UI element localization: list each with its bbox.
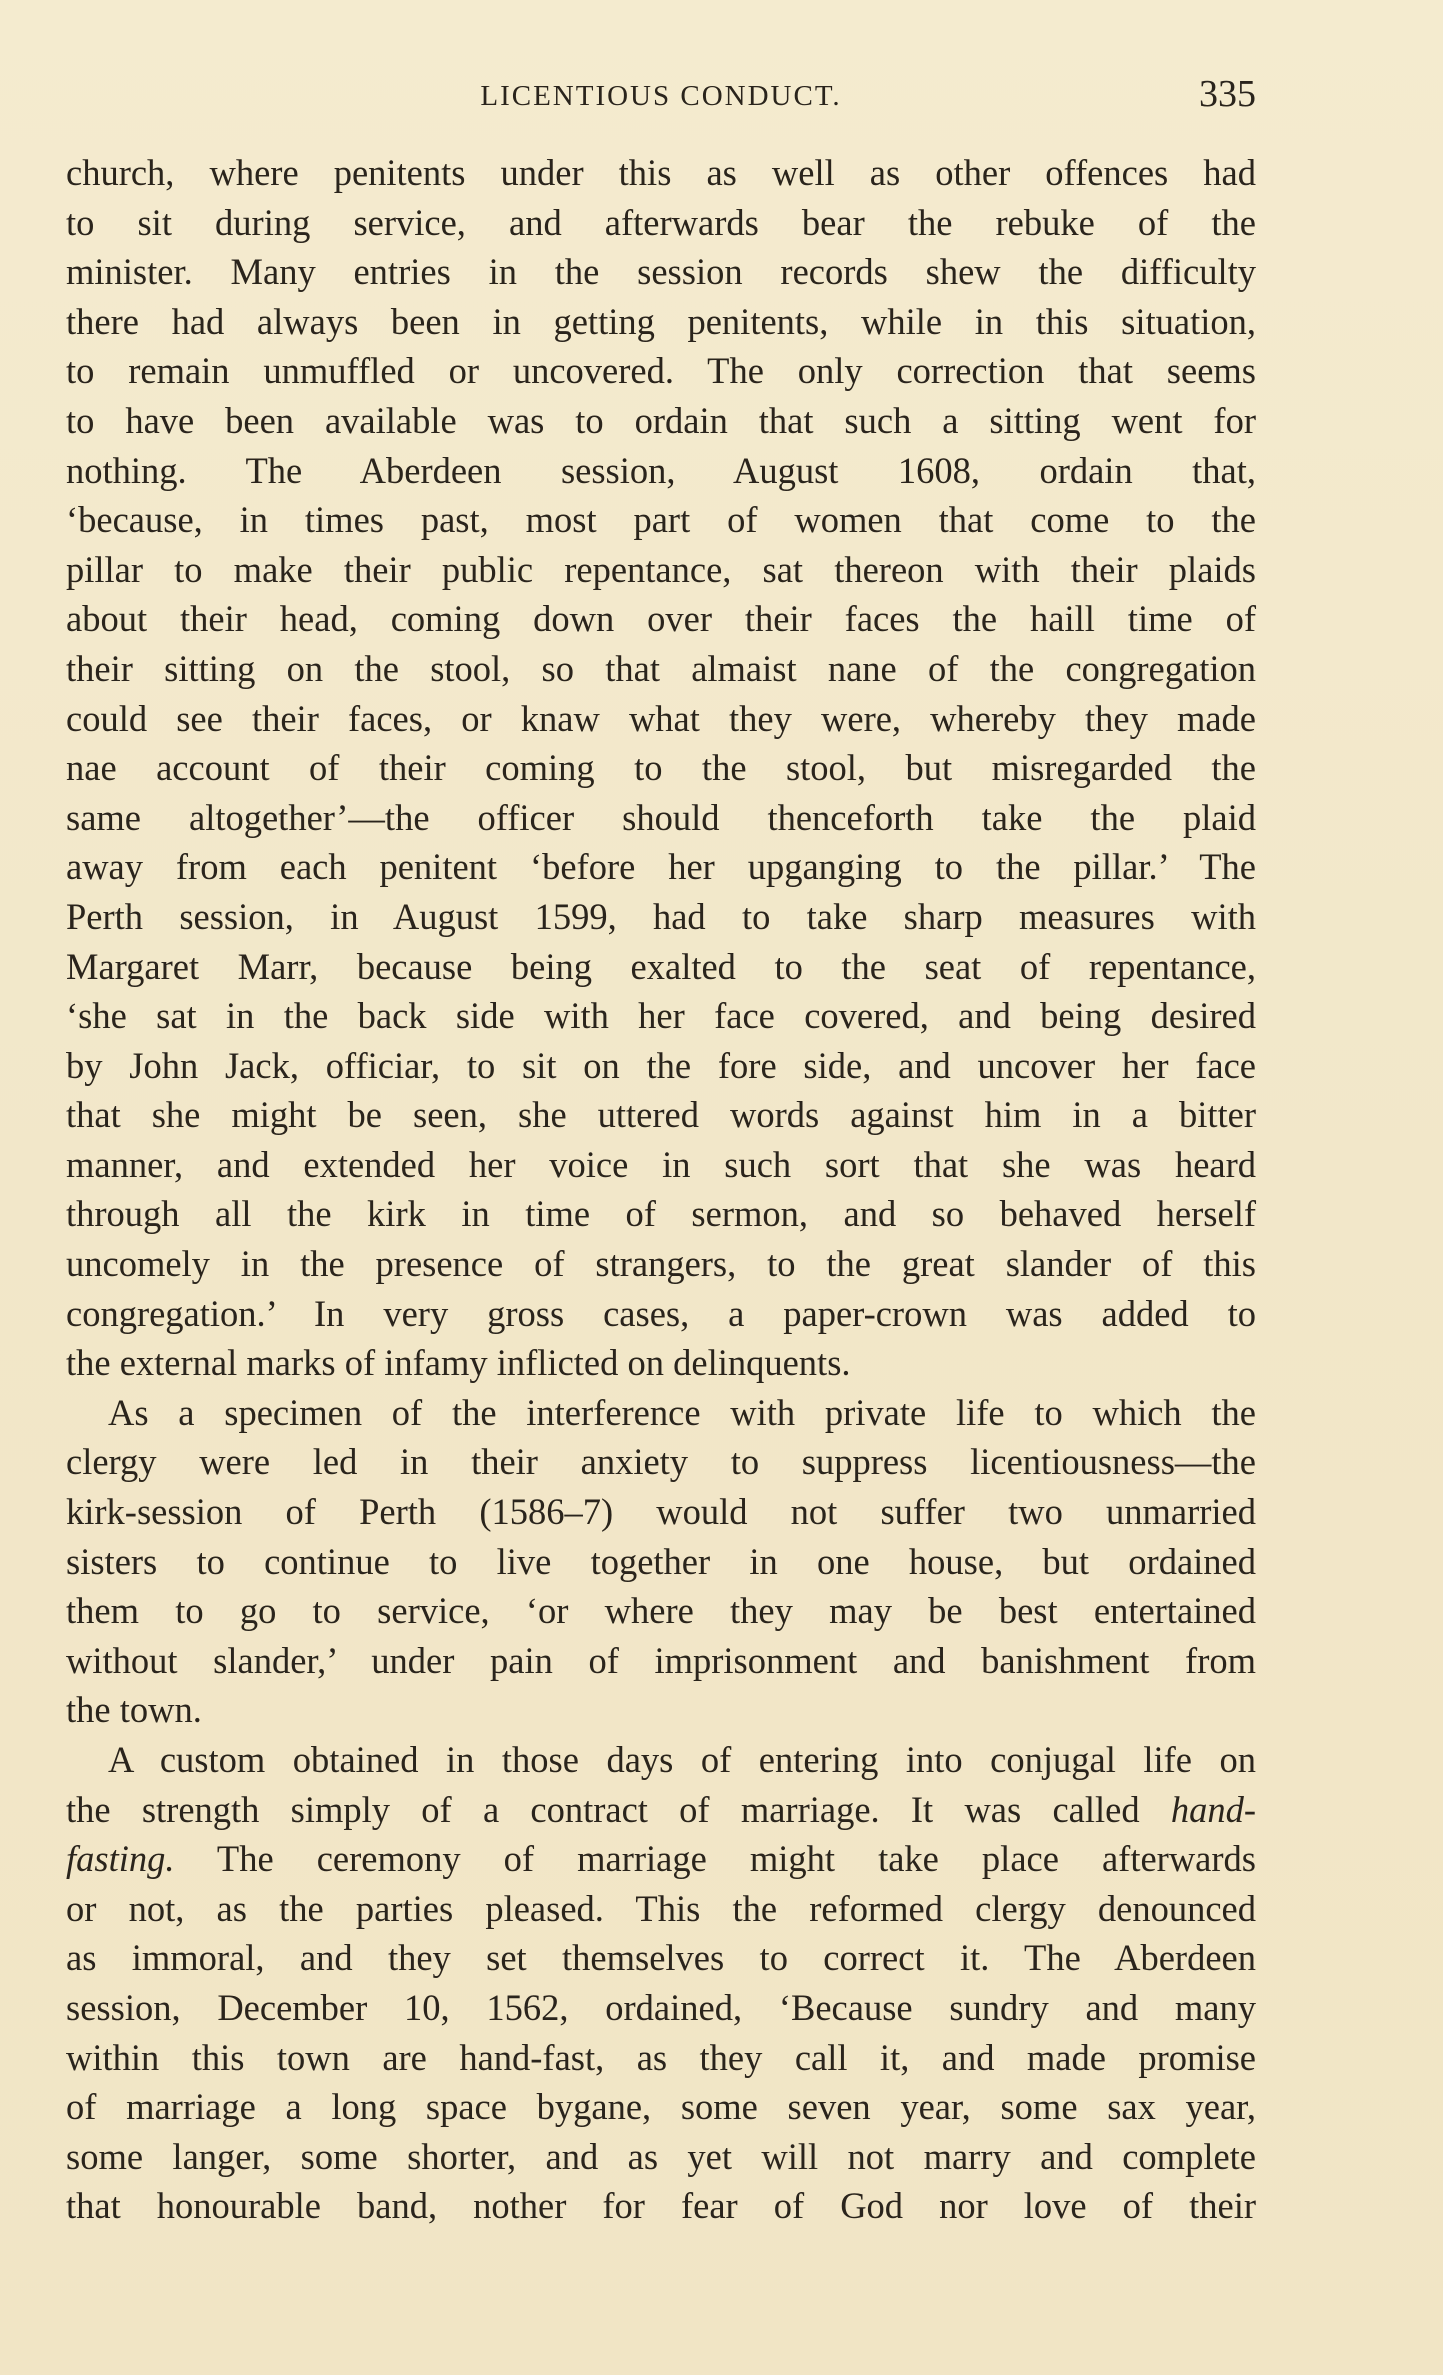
line-text: the external marks of infamy inflicted on delinquents. <box>66 1342 851 1384</box>
line-text: away from each penitent ‘before her upganging to the pillar.’ The <box>66 846 1256 888</box>
line-text: congregation.’ In very gross cases, a paper-crown was added to <box>66 1292 1256 1334</box>
italic-term: hand- <box>1170 1788 1256 1830</box>
text-line <box>66 495 1256 545</box>
text-line <box>66 396 1256 446</box>
text-line <box>66 247 1256 297</box>
text-line <box>66 594 1256 644</box>
line-text: clergy were led in their anxiety to suppress licentiousness—the <box>66 1441 1256 1483</box>
text-line <box>66 991 1256 1041</box>
line-text: within this town are hand-fast, as they call it, and made promise <box>66 2036 1256 2078</box>
line-text: minister. Many entries in the session records shew the difficulty <box>66 251 1256 293</box>
text-line <box>66 1933 1256 1983</box>
line-text: could see their faces, or knaw what they were, whereby they made <box>66 697 1256 739</box>
text-line <box>66 2132 1256 2182</box>
line-text: the town. <box>66 1689 202 1731</box>
italic-term: fasting. <box>66 1838 175 1880</box>
line-text: or not, as the parties pleased. This the reformed clergy denounced <box>66 1887 1256 1929</box>
line-text: by John Jack, officiar, to sit on the fore side, and uncover her face <box>66 1044 1256 1086</box>
line-text: Perth session, in August 1599, had to take sharp measures with <box>66 895 1256 937</box>
text-line <box>66 1140 1256 1190</box>
running-head <box>66 72 1256 122</box>
text-line <box>66 1041 1256 1091</box>
text-line <box>66 1586 1256 1636</box>
line-text: there had always been in getting penitents, while in this situation, <box>66 300 1256 342</box>
line-text: nae account of their coming to the stool, but misregarded the <box>66 747 1256 789</box>
text-line <box>66 1785 1256 1835</box>
line-text: that honourable band, nother for fear of God nor love of their <box>66 2185 1256 2227</box>
line-text: The ceremony of marriage might take place afterwards <box>174 1838 1256 1880</box>
line-text: manner, and extended her voice in such sort that she was heard <box>66 1143 1256 1185</box>
text-line <box>66 942 1256 992</box>
line-text: to have been available was to ordain that such a sitting went for <box>66 399 1256 441</box>
text-line <box>66 1636 1256 1686</box>
text-line <box>66 2033 1256 2083</box>
text-line <box>66 1189 1256 1239</box>
text-line <box>66 793 1256 843</box>
text-line <box>66 545 1256 595</box>
text-line <box>66 297 1256 347</box>
text-line <box>66 694 1256 744</box>
line-text: ‘she sat in the back side with her face covered, and being desired <box>66 995 1256 1037</box>
text-line <box>66 2181 1256 2231</box>
text-line <box>66 148 1256 198</box>
line-text: kirk-session of Perth (1586–7) would not suffer two unmarried <box>66 1491 1256 1533</box>
text-line <box>66 1834 1256 1884</box>
line-text: that she might be seen, she uttered words against him in a bitter <box>66 1094 1256 1136</box>
text-line <box>66 892 1256 942</box>
text-line <box>66 1983 1256 2033</box>
text-line <box>66 1437 1256 1487</box>
line-text: ‘because, in times past, most part of women that come to the <box>66 499 1256 541</box>
line-text: to remain unmuffled or uncovered. The only correction that seems <box>66 350 1256 392</box>
text-line <box>66 1388 1256 1438</box>
line-text: their sitting on the stool, so that almaist nane of the congregation <box>66 647 1256 689</box>
page-number: 335 <box>1199 73 1256 115</box>
line-text: Margaret Marr, because being exalted to the seat of repentance, <box>66 945 1256 987</box>
body-text <box>66 148 1256 2231</box>
text-line <box>66 1487 1256 1537</box>
line-text: to sit during service, and afterwards bear the rebuke of the <box>66 201 1256 243</box>
line-text: uncomely in the presence of strangers, to the great slander of this <box>66 1243 1256 1285</box>
line-text: session, December 10, 1562, ordained, ‘Because sundry and many <box>66 1986 1256 2028</box>
text-line <box>66 346 1256 396</box>
line-text: them to go to service, ‘or where they may be best entertained <box>66 1590 1256 1632</box>
line-text: As a specimen of the interference with private life to which the <box>108 1391 1256 1433</box>
text-line <box>66 1735 1256 1785</box>
text-line <box>66 1338 1256 1388</box>
line-text: A custom obtained in those days of entering into conjugal life on <box>108 1739 1256 1780</box>
line-text: as immoral, and they set themselves to correct it. The Aberdeen <box>66 1937 1256 1979</box>
text-line <box>66 1239 1256 1289</box>
running-title: LICENTIOUS CONDUCT. <box>480 80 842 112</box>
text-line <box>66 2082 1256 2132</box>
text-line <box>66 743 1256 793</box>
text-line <box>66 1289 1256 1339</box>
text-line <box>66 1685 1256 1735</box>
line-text: same altogether’—the officer should thenceforth take the plaid <box>66 796 1256 838</box>
line-text: some langer, some shorter, and as yet will not marry and complete <box>66 2135 1256 2177</box>
text-line <box>66 198 1256 248</box>
line-text: the strength simply of a contract of marriage. It was called <box>66 1788 1140 1830</box>
text-line <box>66 644 1256 694</box>
line-text: about their head, coming down over their faces the haill time of <box>66 598 1256 640</box>
line-text: church, where penitents under this as well as other offences had <box>66 152 1256 193</box>
line-text: without slander,’ under pain of imprisonment and banishment from <box>66 1639 1256 1681</box>
text-line <box>66 1537 1256 1587</box>
line-text: through all the kirk in time of sermon, and so behaved herself <box>66 1193 1256 1235</box>
line-text: of marriage a long space bygane, some seven year, some sax year, <box>66 2086 1256 2128</box>
text-line <box>66 1090 1256 1140</box>
text-line <box>66 1884 1256 1934</box>
line-text: sisters to continue to live together in one house, but ordained <box>66 1540 1256 1582</box>
line-text: pillar to make their public repentance, sat thereon with their plaids <box>66 548 1256 590</box>
text-line <box>66 446 1256 496</box>
line-text: nothing. The Aberdeen session, August 1608, ordain that, <box>66 449 1256 491</box>
text-line <box>66 842 1256 892</box>
